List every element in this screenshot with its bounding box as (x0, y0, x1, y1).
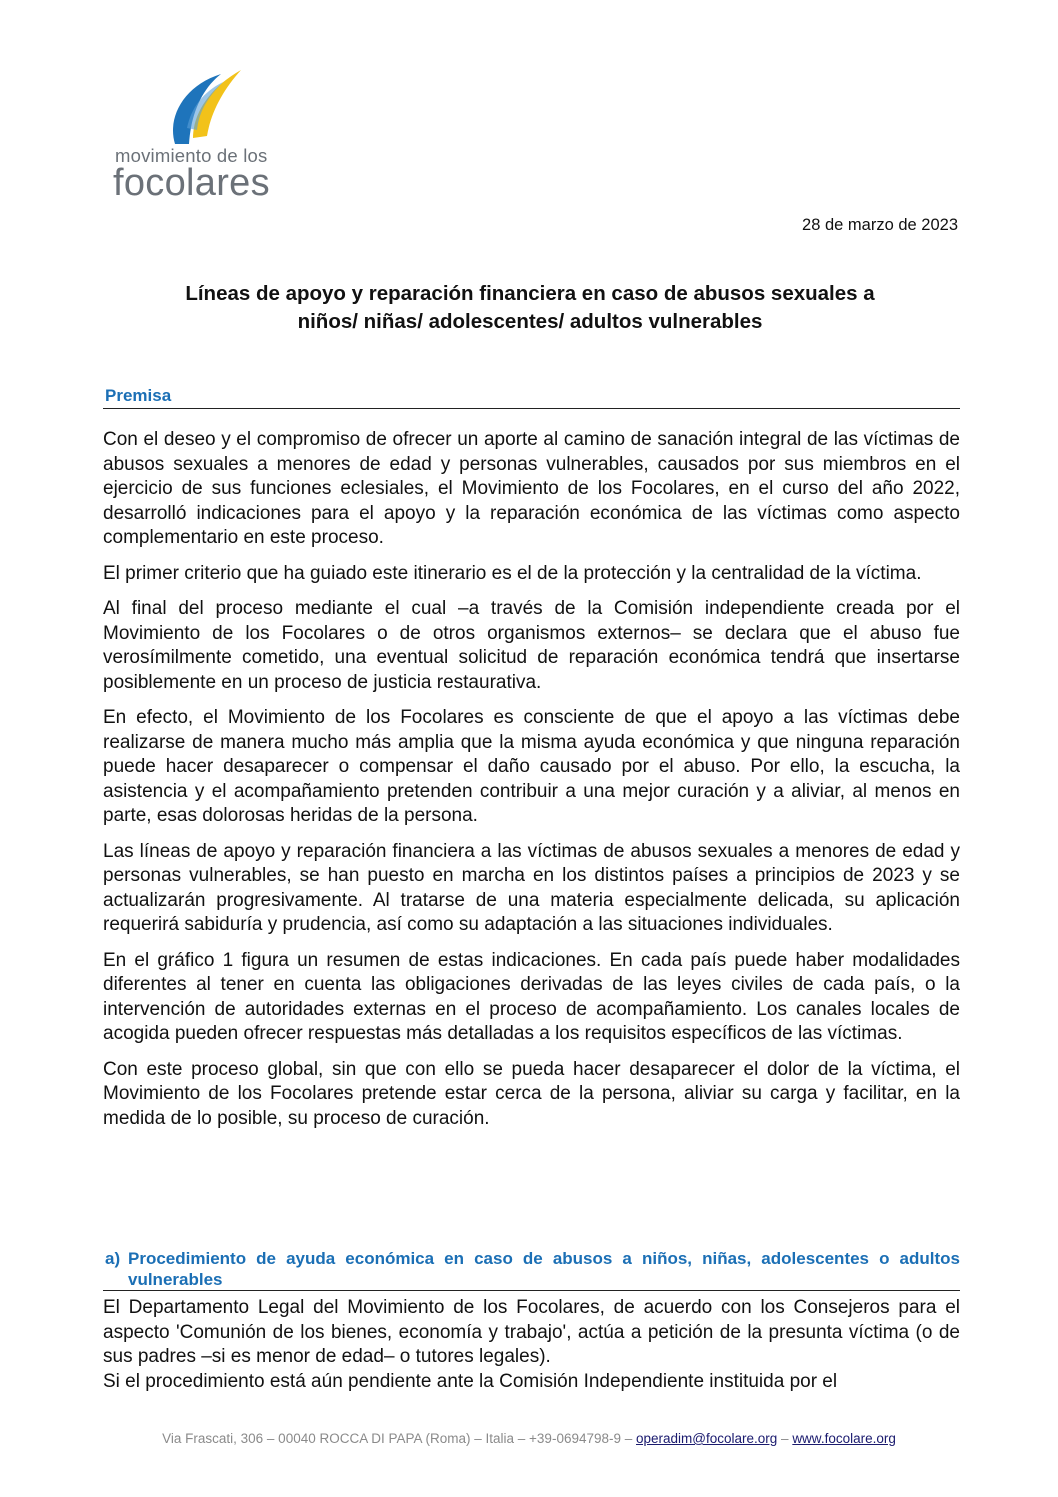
footer-separator: – (777, 1431, 793, 1446)
document-title (90, 280, 970, 336)
premisa-body (103, 428, 960, 1142)
section-a-heading-text: Procedimiento de ayuda económica en caso de abusos a niños, niñas, adolescentes o adultos vulnerables (128, 1249, 960, 1289)
footer-email-link[interactable]: operadim@focolare.org (636, 1431, 778, 1446)
paragraph: El primer criterio que ha guiado este itinerario es el de la protección y la centralidad de la víctima. (103, 562, 922, 584)
paragraph: El Departamento Legal del Movimiento de los Focolares, de acuerdo con los Consejeros para el aspecto 'Comunión de los bienes, economía y trabajo', actúa a petición de la presunta víctima (o de sus padres –si es menor de edad– o tutores legales). (103, 1297, 960, 1367)
premisa-heading-text: Premisa (105, 386, 172, 405)
document-date: 28 de marzo de 2023 (802, 216, 958, 234)
paragraph: Si el procedimiento está aún pendiente ante la Comisión Independiente instituida por el (103, 1370, 838, 1392)
footer-website-link[interactable]: www.focolare.org (792, 1431, 896, 1446)
title-line-1: Líneas de apoyo y reparación financiera en caso de abusos sexuales a (185, 282, 875, 305)
focolares-flame-icon (163, 68, 243, 146)
page-footer (0, 1431, 1058, 1446)
paragraph: En el gráfico 1 figura un resumen de estas indicaciones. En cada país puede haber modalidades diferentes al tener en cuenta las obligaciones derivadas de las leyes civiles de cada país, o la intervención de autoridades externas en el proceso de acompañamiento. Los canales locales de acogida pueden ofrecer respuestas más detalladas a los requisitos específicos de las víctimas. (103, 949, 960, 1044)
footer-address: Via Frascati, 306 – 00040 ROCCA DI PAPA (Roma) – Italia – +39-0694798-9 – (162, 1431, 637, 1446)
section-a-heading (103, 1248, 960, 1291)
paragraph: Al final del proceso mediante el cual –a través de la Comisión independiente creada por el Movimiento de los Focolares o de otros organismos externos– se declara que el abuso fue verosímilmente cometido, una eventual solicitud de reparación económica tendrá que insertarse posiblemente en un proceso de justicia restaurativa. (103, 598, 960, 693)
paragraph: Con este proceso global, sin que con ello se pueda hacer desaparecer el dolor de la víctima, el Movimiento de los Focolares pretende estar cerca de la persona, aliviar su carga y facilitar, en la medida de lo posible, su proceso de curación. (103, 1058, 960, 1129)
premisa-heading (103, 386, 960, 409)
paragraph: Con el deseo y el compromiso de ofrecer un aporte al camino de sanación integral de las víctimas de abusos sexuales a menores de edad y personas vulnerables, causados por sus miembros en el ejercicio de sus funciones eclesiales, el Movimiento de los Focolares, en el curso del año 2022, desarrolló indicaciones para el apoyo y la reparación económica de las víctimas como aspecto complementario en este proceso. (103, 429, 960, 548)
paragraph: Las líneas de apoyo y reparación financiera a las víctimas de abusos sexuales a menores de edad y personas vulnerables, se han puesto en marcha en los distintos países a principios de 2023 y se actualizarán progresivamente. Al tratarse de una materia especialmente delicada, su aplicación requerirá sabiduría y prudencia, así como su adaptación a las situaciones individuales. (103, 840, 960, 935)
section-a-body (103, 1296, 960, 1394)
title-line-2: niños/ niñas/ adolescentes/ adultos vulnerables (297, 310, 763, 333)
logo-text-line2: focolares (113, 162, 270, 204)
focolares-logo (113, 68, 303, 208)
paragraph: En efecto, el Movimiento de los Focolares es consciente de que el apoyo a las víctimas debe realizarse de manera mucho más amplia que la misma ayuda económica y que ninguna reparación puede hacer desaparecer o compensar el daño causado por el abuso. Por ello, la escucha, la asistencia y el acompañamiento pretenden contribuir a una mejor curación y a aliviar, al menos en parte, esas dolorosas heridas de la persona. (103, 707, 960, 826)
section-a-marker: a) (105, 1249, 121, 1268)
logo-text-line1: movimiento de los (115, 145, 268, 166)
